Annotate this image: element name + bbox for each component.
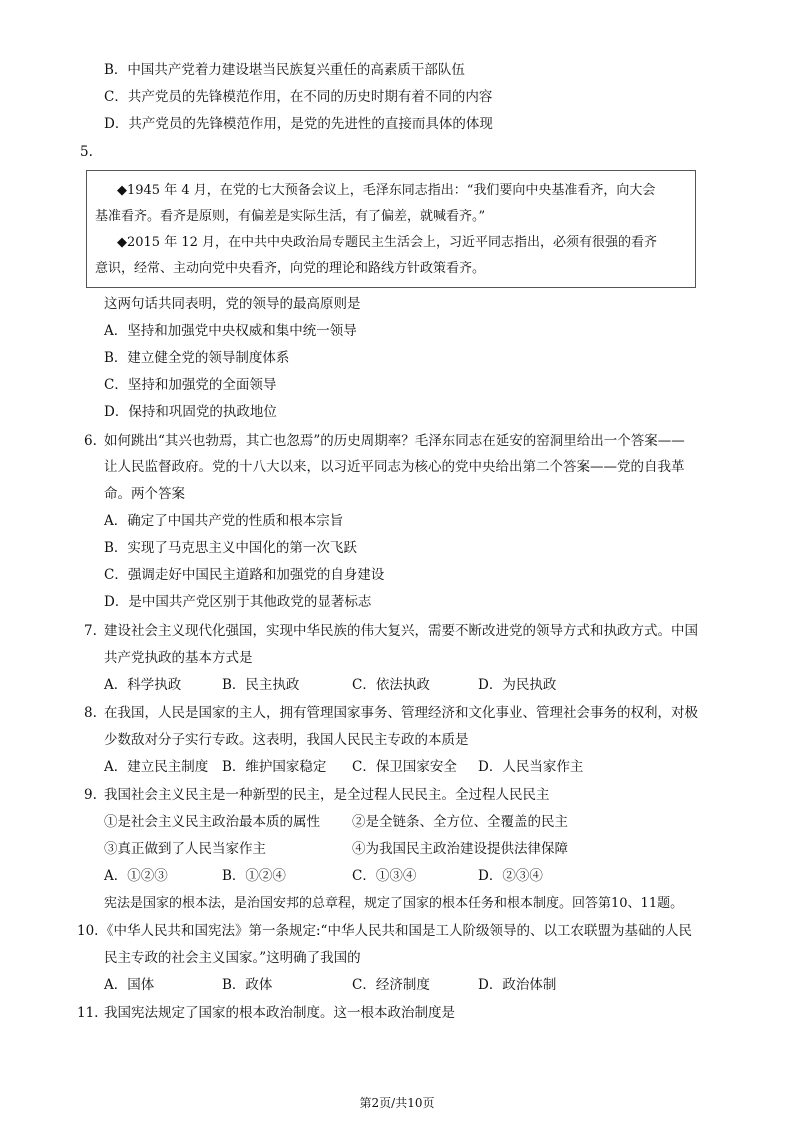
q6-option-a: A．确定了中国共产党的性质和根本宗旨 [104, 513, 344, 529]
q10-option-b: B．政体 [222, 977, 273, 993]
q11-stem: 我国宪法规定了国家的根本政治制度。这一根本政治制度是 [104, 1005, 455, 1021]
q4-option-d: D．共产党员的先锋模范作用，是党的先进性的直接而具体的体现 [104, 116, 493, 132]
q5-option-b: B．建立健全党的领导制度体系 [104, 350, 290, 366]
q8-option-b: B．维护国家稳定 [222, 759, 327, 775]
q5-option-c: C．坚持和加强党的全面领导 [104, 377, 277, 393]
q9-statement-2: ②是全链条、全方位、全覆盖的民主 [352, 814, 568, 830]
q7-option-d: D．为民执政 [478, 677, 557, 693]
q8-stem-line-2: 少数敌对分子实行专政。这表明，我国人民民主专政的本质是 [104, 732, 469, 748]
page-footer: 第2页/共10页 [359, 1096, 435, 1110]
q9-option-c: C．①③④ [352, 868, 417, 884]
q11-number: 11. [77, 1005, 99, 1021]
q10-11-intro: 宪法是国家的根本法，是治国安邦的总章程，规定了国家的根本任务和根本制度。回答第10、11题。 [104, 896, 684, 911]
q9-number: 9. [84, 787, 97, 803]
q5-quote-box [86, 170, 696, 288]
q6-stem-line-2: 让人民监督政府。党的十八大以来，以习近平同志为核心的党中央给出第二个答案——党的自我革 [104, 459, 685, 475]
q5-option-a: A．坚持和加强党中央权威和集中统一领导 [104, 323, 357, 339]
q5-quote-line-2: 基准看齐。看齐是原则，有偏差是实际生活，有了偏差，就喊看齐。” [95, 209, 486, 224]
q9-option-b: B．①②④ [222, 868, 286, 884]
q4-option-b: B．中国共产党着力建设堪当民族复兴重任的高素质干部队伍 [104, 62, 465, 78]
q6-option-c: C．强调走好中国民主道路和加强党的自身建设 [104, 567, 385, 583]
q6-stem-line-3: 命。两个答案 [104, 486, 185, 502]
q6-stem-line-1: 如何跳出“其兴也勃焉，其亡也忽焉”的历史周期率？毛泽东同志在延安的窑洞里给出一个答案—— [104, 433, 685, 449]
q8-option-d: D．人民当家作主 [478, 759, 584, 775]
q7-stem-line-1: 建设社会主义现代化强国，实现中华民族的伟大复兴，需要不断改进党的领导方式和执政方式。中国 [104, 623, 698, 639]
q8-option-a: A．建立民主制度 [104, 759, 209, 775]
q9-stem: 我国社会主义民主是一种新型的民主，是全过程人民民主。全过程人民民主 [104, 787, 550, 803]
q9-statement-1: ①是社会主义民主政治最本质的属性 [104, 814, 320, 830]
q5-quote-line-4: 意识，经常、主动向党中央看齐，向党的理论和路线方针政策看齐。 [95, 261, 486, 276]
q7-stem-line-2: 共产党执政的基本方式是 [104, 650, 253, 666]
q6-option-d: D．是中国共产党区别于其他政党的显著标志 [104, 594, 372, 610]
q9-statement-4: ④为我国民主政治建设提供法律保障 [352, 841, 568, 857]
q9-option-a: A．①②③ [104, 868, 168, 884]
q7-number: 7. [84, 623, 97, 639]
q8-stem-line-1: 在我国，人民是国家的主人，拥有管理国家事务、管理经济和文化事业、管理社会事务的权利，对极 [104, 705, 698, 721]
q5-stem: 这两句话共同表明，党的领导的最高原则是 [104, 296, 361, 312]
q9-statement-3: ③真正做到了人民当家作主 [104, 841, 266, 857]
q6-number: 6. [84, 433, 97, 449]
q10-stem-line-1: 《中华人民共和国宪法》第一条规定:“中华人民共和国是工人阶级领导的、以工农联盟为基础的人民 [100, 923, 692, 939]
q7-option-c: C．依法执政 [352, 677, 430, 693]
q10-option-c: C．经济制度 [352, 977, 430, 993]
q10-stem-line-2: 民主专政的社会主义国家。”这明确了我国的 [104, 950, 361, 966]
q5-option-d: D．保持和巩固党的执政地位 [104, 404, 277, 420]
q10-option-d: D．政治体制 [478, 977, 557, 993]
q4-option-c: C．共产党员的先锋模范作用，在不同的历史时期有着不同的内容 [104, 89, 493, 105]
q8-option-c: C．保卫国家安全 [352, 759, 457, 775]
q7-option-a: A．科学执政 [104, 677, 182, 693]
q6-option-b: B．实现了马克思主义中国化的第一次飞跃 [104, 540, 357, 556]
q7-option-b: B．民主执政 [222, 677, 300, 693]
q10-option-a: A．国体 [104, 977, 155, 993]
q10-number: 10. [77, 923, 99, 939]
q8-number: 8. [84, 705, 97, 721]
q5-quote-line-3: ◆2015 年 12 月，在中共中央政治局专题民主生活会上，习近平同志指出，必须有很强的看齐 [117, 235, 658, 250]
q9-option-d: D．②③④ [478, 868, 543, 884]
q5-quote-line-1: ◆1945 年 4 月，在党的七大预备会议上，毛泽东同志指出：“我们要向中央基准看齐，向大会 [117, 183, 656, 198]
q5-number: 5. [80, 144, 93, 160]
